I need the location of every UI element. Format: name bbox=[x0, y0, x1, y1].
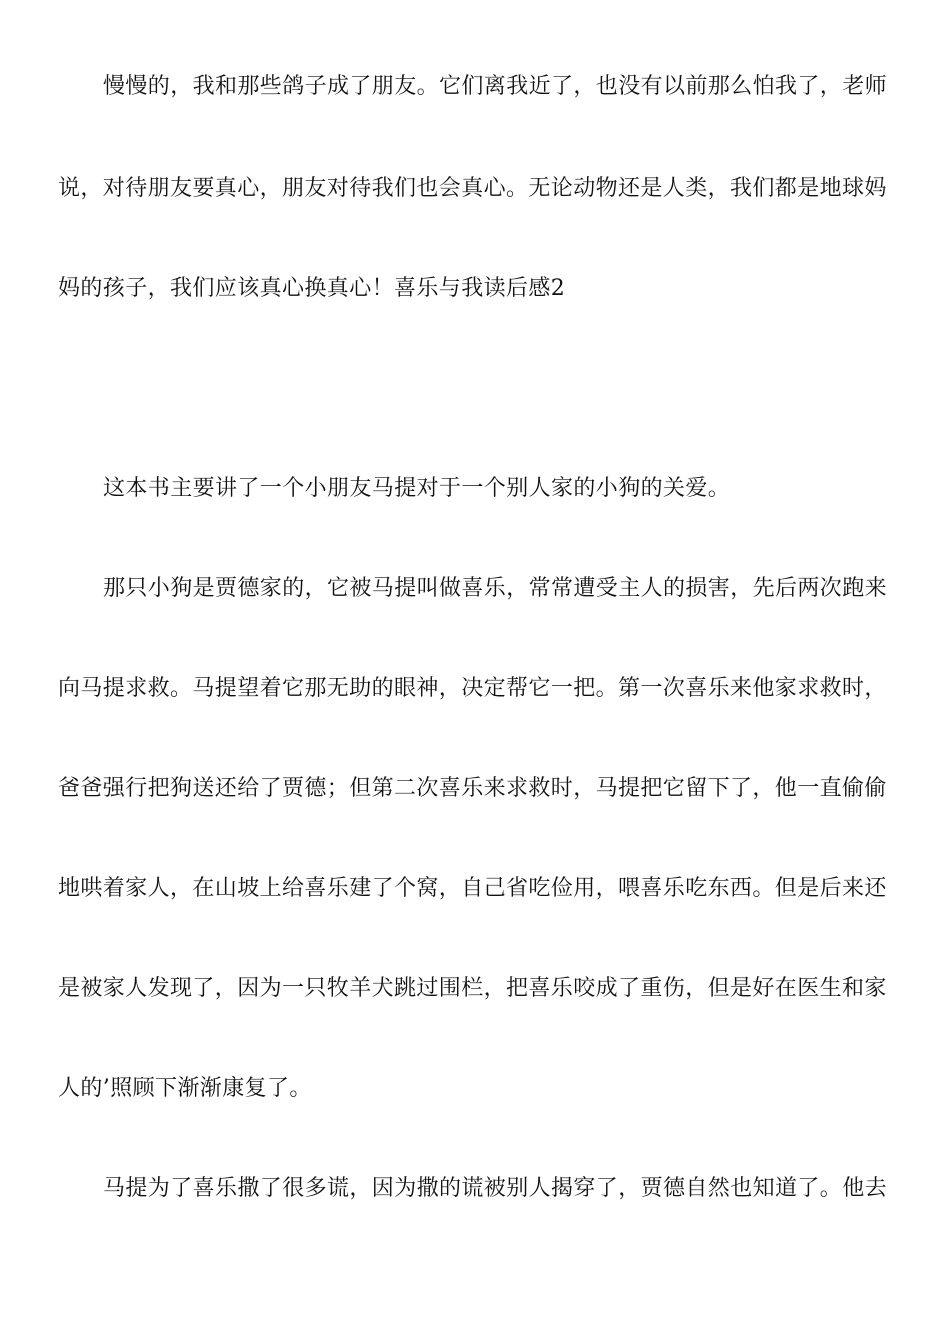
paragraph-line: 马提为了喜乐撒了很多谎，因为撒的谎被别人揭穿了，贾德自然也知道了。他去 bbox=[103, 1176, 888, 1201]
paragraph-line: 地哄着家人，在山坡上给喜乐建了个窝，自己省吃俭用，喂喜乐吃东西。但是后来还 bbox=[58, 876, 887, 901]
paragraph-line: 说，对待朋友要真心，朋友对待我们也会真心。无论动物还是人类，我们都是地球妈 bbox=[58, 176, 887, 201]
paragraph-line: 那只小狗是贾德家的，它被马提叫做喜乐，常常遭受主人的损害，先后两次跑来 bbox=[103, 576, 888, 601]
paragraph-line: 向马提求救。马提望着它那无助的眼神，决定帮它一把。第一次喜乐来他家求救时， bbox=[58, 676, 887, 701]
paragraph-line: 妈的孩子，我们应该真心换真心！喜乐与我读后感2 bbox=[58, 276, 566, 301]
paragraph-line: 爸爸强行把狗送还给了贾德；但第二次喜乐来求救时，马提把它留下了，他一直偷偷 bbox=[58, 776, 887, 801]
paragraph-line: 是被家人发现了，因为一只牧羊犬跳过围栏，把喜乐咬成了重伤，但是好在医生和家 bbox=[58, 976, 887, 1001]
paragraph-line: 人的’照顾下渐渐康复了。 bbox=[58, 1076, 312, 1101]
paragraph-line: 慢慢的，我和那些鸽子成了朋友。它们离我近了，也没有以前那么怕我了，老师 bbox=[103, 74, 888, 99]
paragraph-line: 这本书主要讲了一个小朋友马提对于一个别人家的小狗的关爱。 bbox=[103, 476, 731, 501]
